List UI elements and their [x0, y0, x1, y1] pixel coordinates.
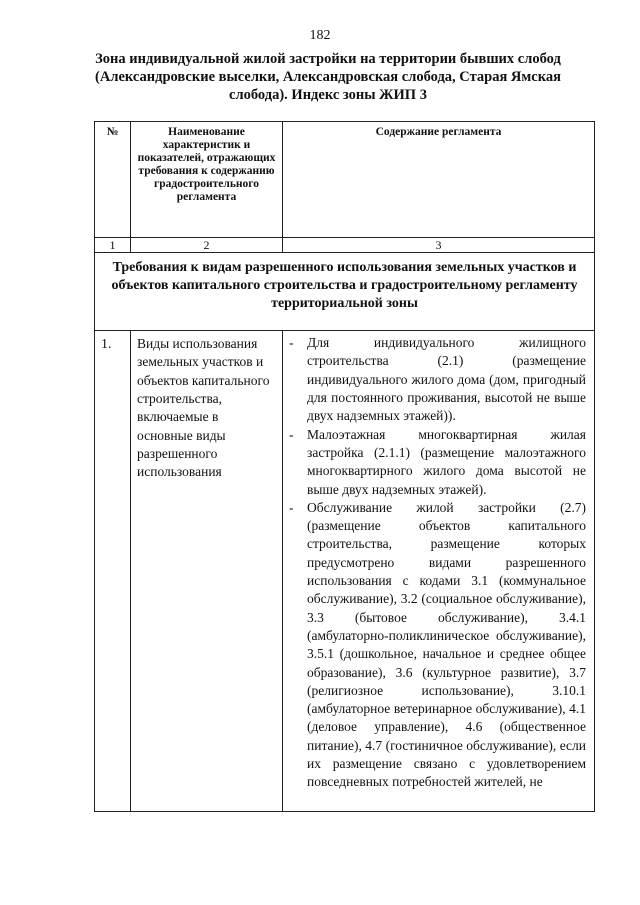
row-content — [283, 331, 595, 812]
column-number-row — [95, 238, 595, 253]
column-number-3: 3 — [283, 238, 595, 253]
header-number: № — [95, 122, 131, 238]
row-name: Виды использования земельных участков и объектов капитального строительства, включаемые в основные виды разрешенного использования — [131, 331, 283, 812]
table-row — [95, 331, 595, 812]
header-row — [95, 122, 595, 238]
column-number-2: 2 — [131, 238, 283, 253]
regulation-table — [94, 121, 595, 812]
page-number: 182 — [309, 28, 331, 43]
list-item: - Обслуживание жилой застройки (2.7) (размещение объектов капитального строительства, размещение которых предусмотрено видами разрешенного использования с кодами 3.1 (коммунальное обслуживание), 3.2 (социальное обслуживание), 3.3 (бытовое обслуживание), 3.4.1 (амбулаторно-поликлиническое обслуживание), 3.5.1 (дошкольное, начальное и среднее общее образование), 3.6 (культурное развитие), 3.7 (религиозное использование), 3.10.1 (амбулаторное ветеринарное обслуживание), 4.1 (деловое управление), 4.6 (общественное питание), 4.7 (гостиничное обслуживание), если их размещение связано с удовлетворением повседневных потребностей жителей, не — [289, 499, 586, 792]
list-item: - Малоэтажная многоквартирная жилая застройка (2.1.1) (размещение малоэтажного многоквартирного жилого дома высотой не выше двух надземных этажей). — [289, 426, 586, 499]
header-characteristic: Наименование характеристик и показателей, отражающих требования к содержанию градостроительного регламента — [131, 122, 283, 238]
list-item: - Для индивидуального жилищного строительства (2.1) (размещение индивидуального жилого дома (дом, пригодный для постоянного проживания, высотой не выше двух надземных этажей)). — [289, 334, 586, 425]
document-title: Зона индивидуальной жилой застройки на территории бывших слобод (Александровские выселки, Александровская слобода, Старая Ямская слобода). Индекс зоны ЖИП 3 — [95, 51, 561, 103]
header-content: Содержание регламента — [283, 122, 595, 238]
section-row — [95, 253, 595, 331]
column-number-1: 1 — [95, 238, 131, 253]
row-number: 1. — [95, 331, 131, 812]
use-type-list — [289, 334, 586, 791]
section-title: Требования к видам разрешенного использования земельных участков и объектов капитального строительства и градостроительному регламенту территориальной зоны — [95, 253, 595, 331]
